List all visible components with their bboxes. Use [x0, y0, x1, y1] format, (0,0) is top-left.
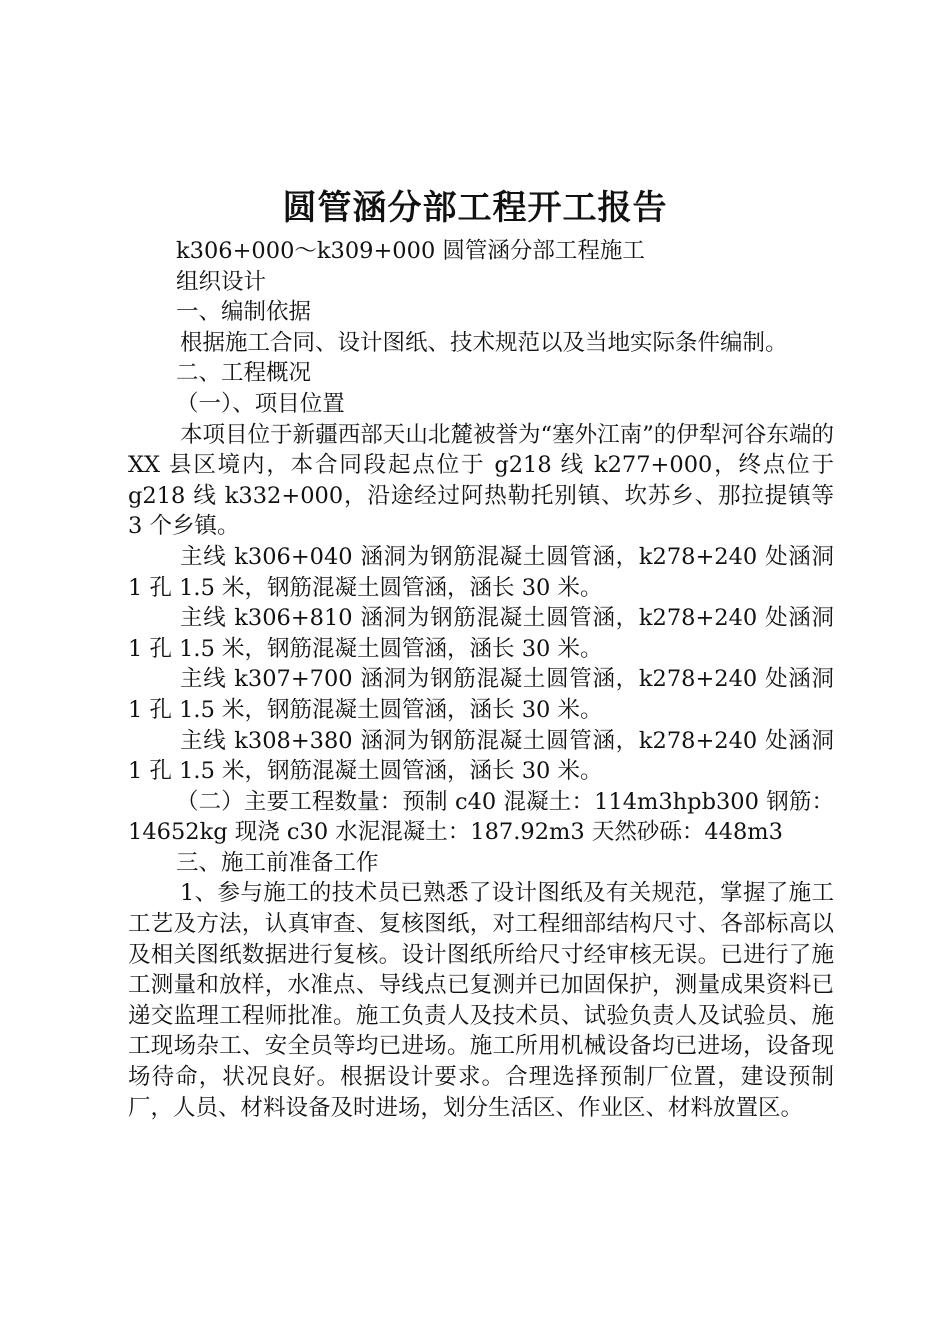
- heading-overview: 二、工程概况: [176, 360, 312, 387]
- paragraph-subtitle-line-2: 组织设计: [176, 268, 267, 295]
- heading-basis: 一、编制依据: [176, 299, 312, 326]
- document-body: [128, 236, 834, 1123]
- heading-preparation: 三、施工前准备工作: [176, 849, 379, 876]
- paragraph-subtitle-line-1: k306+000～k309+000 圆管涵分部工程施工: [176, 238, 645, 264]
- paragraph-culvert-2: 主线 k306+810 涵洞为钢筋混凝土圆管涵，k278+240 处涵洞 1 孔 1.5 米，钢筋混凝土圆管涵，涵长 30 米。: [128, 605, 834, 662]
- paragraph-culvert-1: 主线 k306+040 涵洞为钢筋混凝土圆管涵，k278+240 处涵洞 1 孔 1.5 米，钢筋混凝土圆管涵，涵长 30 米。: [128, 543, 834, 601]
- paragraph-culvert-4: 主线 k308+380 涵洞为钢筋混凝土圆管涵，k278+240 处涵洞 1 孔 1.5 米，钢筋混凝土圆管涵，涵长 30 米。: [128, 727, 834, 785]
- paragraph-quantities: （二）主要工程数量：预制 c40 混凝土：114m3hpb300 钢筋：14652kg 现浇 c30 水泥混凝土：187.92m3 天然砂砾：448m3: [128, 788, 834, 846]
- paragraph-preparation: 1、参与施工的技术员已熟悉了设计图纸及有关规范，掌握了施工工艺及方法，认真审查、复核图纸，对工程细部结构尺寸、各部标高以及相关图纸数据进行复核。设计图纸所给尺寸经审核无误。已进行了施工测量和放样，水准点、导线点已复测并已加固保护，测量成果资料已递交监理工程师批准。施工负责人及技术员、试验负责人及试验员、施工现场杂工、安全员等均已进场。施工所用机械设备均已进场，设备现场待命，状况良好。根据设计要求。合理选择预制厂位置，建设预制厂，人员、材料设备及时进场，划分生活区、作业区、材料放置区。: [128, 880, 834, 1121]
- document-title: 圆管涵分部工程开工报告: [282, 188, 668, 228]
- paragraph-basis: 根据施工合同、设计图纸、技术规范以及当地实际条件编制。: [180, 329, 788, 356]
- paragraph-location: 本项目位于新疆西部天山北麓被誉为“塞外江南”的伊犁河谷东端的 XX 县区境内，本合同段起点位于 g218 线 k277+000，终点位于 g218 线 k332+000，沿途经过阿热勒托别镇、坎苏乡、那拉提镇等 3 个乡镇。: [128, 421, 834, 540]
- heading-location: （一）、项目位置: [176, 390, 345, 417]
- paragraph-culvert-3: 主线 k307+700 涵洞为钢筋混凝土圆管涵，k278+240 处涵洞 1 孔 1.5 米，钢筋混凝土圆管涵，涵长 30 米。: [128, 666, 834, 723]
